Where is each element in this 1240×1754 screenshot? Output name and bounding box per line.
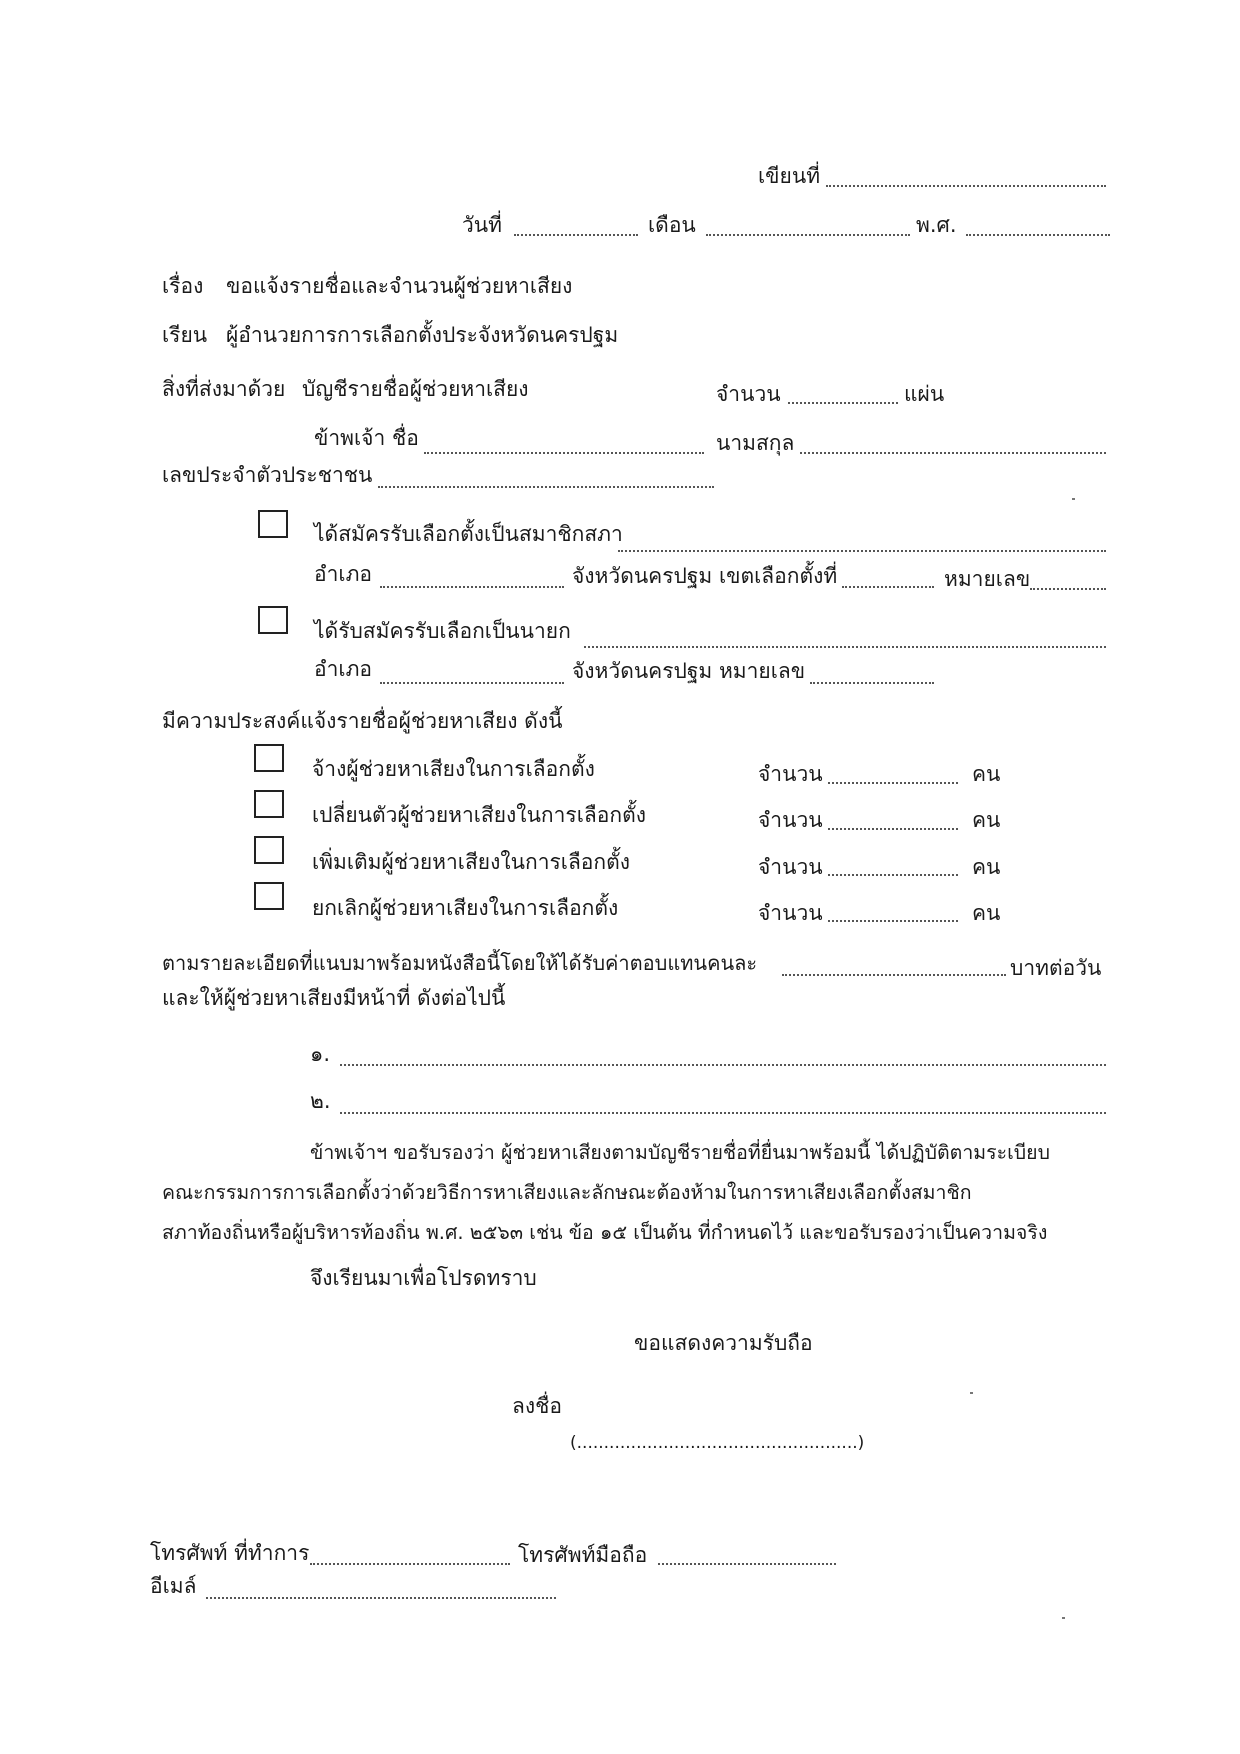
details-line1: ตามรายละเอียดที่แนบมาพร้อมหนังสือนี้โดยให้ได้รับค่าตอบแทนคนละ	[162, 951, 758, 975]
mayor-district-field[interactable]	[380, 682, 564, 684]
applicant-id-label: เลขประจำตัวประชาชน	[162, 463, 373, 487]
cancel-option-label: ยกเลิกผู้ช่วยหาเสียงในการเลือกตั้ง	[312, 896, 619, 920]
year-field[interactable]	[966, 234, 1110, 236]
council-district-label: อำเภอ	[314, 562, 373, 586]
duty-1-field[interactable]	[340, 1064, 1106, 1066]
intent-text: มีความประสงค์แจ้งรายชื่อผู้ช่วยหาเสียง ดังนี้	[162, 709, 563, 733]
hire-option-count-field[interactable]	[828, 782, 958, 784]
applicant-name-label: ข้าพเจ้า ชื่อ	[314, 426, 419, 450]
add-option-count-label: จำนวน	[758, 855, 823, 879]
scan-speck	[970, 1392, 973, 1394]
applicant-surname-field[interactable]	[800, 452, 1106, 454]
applicant-surname-label: นามสกุล	[716, 431, 795, 455]
closing-regards: ขอแสดงความรับถือ	[634, 1331, 813, 1355]
duty-2-field[interactable]	[340, 1112, 1106, 1114]
recipient-text: ผู้อำนวยการการเลือกตั้งประจังหวัดนครปฐม	[226, 323, 619, 347]
certification-line2: คณะกรรมการการเลือกตั้งว่าด้วยวิธีการหาเสียงและลักษณะต้องห้ามในการหาเสียงเลือกตั้งสมาชิก	[162, 1181, 972, 1204]
subject-label: เรื่อง	[162, 274, 204, 298]
email-label: อีเมล์	[150, 1574, 197, 1598]
council-province-constituency: จังหวัดนครปฐม เขตเลือกตั้งที่	[572, 564, 838, 588]
office-phone-field[interactable]	[310, 1563, 510, 1565]
duty-2-number: ๒.	[310, 1089, 331, 1113]
add-option-unit: คน	[972, 855, 1001, 879]
cancel-option-count-field[interactable]	[828, 920, 958, 922]
month-label: เดือน	[648, 213, 696, 237]
scan-speck	[1072, 498, 1075, 500]
replace-option-checkbox[interactable]	[254, 790, 284, 818]
council-candidate-checkbox[interactable]	[258, 510, 288, 538]
mayor-candidate-label: ได้รับสมัครรับเลือกเป็นนายก	[314, 619, 571, 643]
written-at-label: เขียนที่	[758, 164, 821, 188]
council-number-label: หมายเลข	[944, 567, 1031, 591]
enclosure-count-field[interactable]	[788, 402, 898, 404]
signer-name-placeholder[interactable]: (....................................................)	[570, 1433, 865, 1453]
constituency-field[interactable]	[842, 586, 934, 588]
subject-text: ขอแจ้งรายชื่อและจำนวนผู้ช่วยหาเสียง	[226, 274, 573, 298]
council-name-field[interactable]	[618, 550, 1106, 552]
email-field[interactable]	[206, 1597, 556, 1599]
office-phone-label: โทรศัพท์ ที่ทำการ	[150, 1541, 310, 1565]
mobile-phone-field[interactable]	[658, 1563, 836, 1565]
council-number-field[interactable]	[1030, 588, 1106, 590]
hire-option-count-label: จำนวน	[758, 762, 823, 786]
add-option-count-field[interactable]	[828, 874, 958, 876]
enclosure-label: สิ่งที่ส่งมาด้วย	[162, 377, 286, 401]
scan-speck	[1062, 1617, 1065, 1619]
month-field[interactable]	[706, 234, 910, 236]
cancel-option-count-label: จำนวน	[758, 901, 823, 925]
applicant-name-field[interactable]	[424, 452, 704, 454]
applicant-id-field[interactable]	[378, 486, 714, 488]
enclosure-unit: แผ่น	[904, 382, 945, 406]
add-option-checkbox[interactable]	[254, 836, 284, 864]
replace-option-count-label: จำนวน	[758, 808, 823, 832]
date-field[interactable]	[514, 234, 638, 236]
mayor-district-label: อำเภอ	[314, 657, 373, 681]
replace-option-label: เปลี่ยนตัวผู้ช่วยหาเสียงในการเลือกตั้ง	[312, 803, 646, 827]
mobile-phone-label: โทรศัพท์มือถือ	[518, 1543, 648, 1567]
hire-option-unit: คน	[972, 762, 1001, 786]
mayor-number-field[interactable]	[810, 682, 934, 684]
certification-line3: สภาท้องถิ่นหรือผู้บริหารท้องถิ่น พ.ศ. ๒๕๖๓ เช่น ข้อ ๑๕ เป็นต้น ที่กำหนดไว้ และขอรับรองว่าเป็นความจริง	[162, 1221, 1048, 1244]
cancel-option-unit: คน	[972, 901, 1001, 925]
replace-option-count-field[interactable]	[828, 828, 958, 830]
council-district-field[interactable]	[380, 586, 564, 588]
written-at-field[interactable]	[826, 185, 1106, 187]
date-label: วันที่	[462, 213, 502, 237]
duty-1-number: ๑.	[310, 1042, 331, 1066]
sign-label: ลงชื่อ	[512, 1394, 562, 1418]
add-option-label: เพิ่มเติมผู้ช่วยหาเสียงในการเลือกตั้ง	[312, 850, 631, 874]
hire-option-checkbox[interactable]	[254, 744, 284, 772]
details-line2: และให้ผู้ช่วยหาเสียงมีหน้าที่ ดังต่อไปนี้	[162, 986, 506, 1010]
certification-line1: ข้าพเจ้าฯ ขอรับรองว่า ผู้ช่วยหาเสียงตามบัญชีรายชื่อที่ยื่นมาพร้อมนี้ ได้ปฏิบัติตามระเบียบ	[310, 1141, 1050, 1164]
closing-inform: จึงเรียนมาเพื่อโปรดทราบ	[310, 1266, 537, 1290]
details-line1-end: บาทต่อวัน	[1010, 956, 1102, 980]
recipient-label: เรียน	[162, 323, 208, 347]
mayor-name-field[interactable]	[584, 646, 1106, 648]
council-candidate-label: ได้สมัครรับเลือกตั้งเป็นสมาชิกสภา	[314, 522, 623, 546]
year-label: พ.ศ.	[916, 213, 957, 237]
hire-option-label: จ้างผู้ช่วยหาเสียงในการเลือกตั้ง	[312, 757, 595, 781]
mayor-province-number: จังหวัดนครปฐม หมายเลข	[572, 659, 806, 683]
cancel-option-checkbox[interactable]	[254, 882, 284, 910]
enclosure-text: บัญชีรายชื่อผู้ช่วยหาเสียง	[302, 377, 529, 401]
mayor-candidate-checkbox[interactable]	[258, 606, 288, 634]
fee-field[interactable]	[782, 974, 1006, 976]
enclosure-count-label: จำนวน	[716, 382, 781, 406]
replace-option-unit: คน	[972, 808, 1001, 832]
